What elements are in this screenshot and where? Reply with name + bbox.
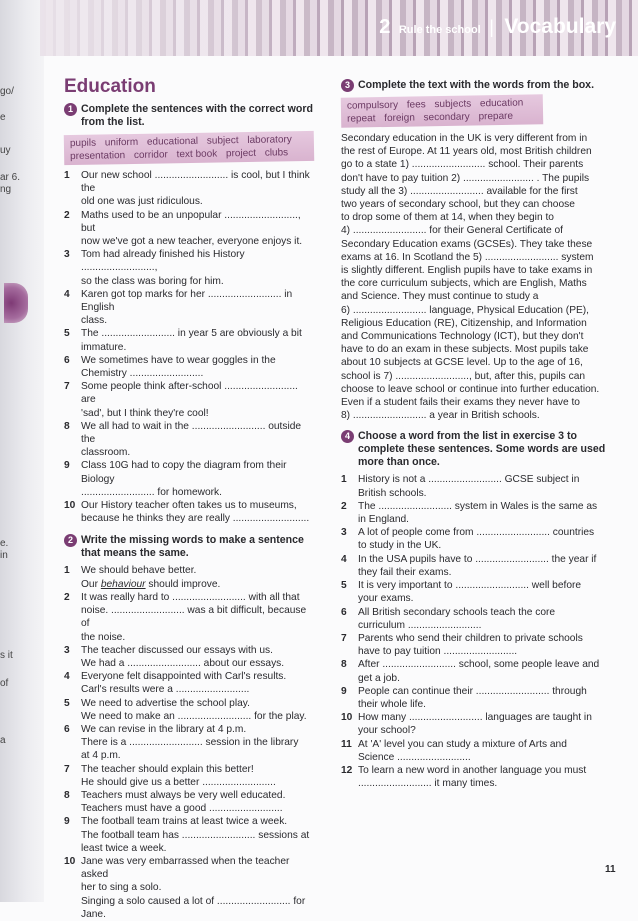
item-text: Tom had already finished his History .........................., <box>81 249 245 274</box>
item-text: The teacher should explain this better! <box>81 763 254 775</box>
exercise-instruction: Complete the sentences with the correct word from the list. <box>81 103 313 128</box>
item-number: 8 <box>341 659 347 671</box>
list-item <box>341 553 613 579</box>
item-number: 4 <box>64 288 70 300</box>
right-column <box>341 76 613 790</box>
item-text: We all had to wait in the .......................... outside the <box>81 420 302 446</box>
item-number: 1 <box>341 474 347 486</box>
list-item <box>64 327 314 353</box>
gutter-text: ar 6. <box>0 172 21 183</box>
word: secondary <box>423 111 470 124</box>
text-line: 4) .......................... for their General Certificate of <box>341 225 563 237</box>
exercise-number-badge: 4 <box>341 430 354 443</box>
item-text: We should behave better. <box>81 565 197 577</box>
item-text: At 'A' level you can study a mixture of Arts and <box>358 738 567 750</box>
item-text: British schools. <box>358 487 427 499</box>
word: fees <box>406 99 426 111</box>
list-item <box>64 420 314 460</box>
list-item <box>341 632 613 658</box>
example-answer: behaviour <box>100 578 146 590</box>
item-text: The .......................... system in Wales is the same as <box>358 500 598 512</box>
word: text book <box>176 148 218 161</box>
item-text: their whole life. <box>358 698 426 710</box>
item-text: now we've got a new teacher, everyone enjoys it. <box>81 236 303 248</box>
text-line: exams at 16. In Scotland the 5) .......................... system <box>341 251 594 263</box>
page-number: 11 <box>605 864 616 875</box>
list-item <box>64 209 314 249</box>
text-line: Religious Education (RE), Citizenship, and Information <box>341 317 587 329</box>
list-item <box>64 591 314 644</box>
text-line: study all the 3) .......................... available for the first <box>341 185 578 197</box>
list-item <box>64 169 314 209</box>
exercise-1-items <box>64 169 314 525</box>
item-number: 4 <box>64 671 70 683</box>
text-line: the core curriculum subjects, which are English, Maths <box>341 278 587 290</box>
item-text: so the class was boring for him. <box>81 275 224 287</box>
item-text: The teacher discussed our essays with us. <box>81 644 273 656</box>
item-text: Maths used to be an unpopular .........................., but <box>81 209 301 234</box>
list-item <box>341 500 613 526</box>
reading-text <box>341 132 613 422</box>
gutter-text: a <box>0 735 6 746</box>
item-text: because he thinks they are really ........................... <box>81 513 310 525</box>
text-line: about 10 subjects at GCSE level. Up to the age of 16, <box>341 357 583 369</box>
word: corridor <box>133 149 168 161</box>
list-item <box>341 711 613 737</box>
item-number: 3 <box>64 249 70 261</box>
word: education <box>479 97 524 110</box>
item-text: her to sing a solo. <box>81 882 162 894</box>
word: compulsory <box>346 99 399 112</box>
exercise-number-badge: 3 <box>341 79 354 92</box>
item-text: The football team trains at least twice a week. <box>81 816 288 828</box>
item-text: All British secondary schools teach the core <box>358 606 556 618</box>
item-text: It was really hard to .......................... with all that <box>81 591 300 603</box>
list-item <box>64 499 314 525</box>
text-line: two years of secondary school, but they can choose <box>341 199 575 211</box>
text-line: Secondary Education exams (GCSEs). They take these <box>341 238 593 250</box>
text-line: don't have to pay tuition 2) ......................... . The pupils <box>341 172 590 184</box>
exercise-1-heading <box>64 103 314 129</box>
item-number: 3 <box>64 644 70 656</box>
item-number: 5 <box>64 328 70 340</box>
list-item <box>64 564 314 590</box>
word: laboratory <box>247 134 292 146</box>
text-line: 6) .......................... language, Physical Education (PE), <box>341 304 590 316</box>
item-number: 12 <box>341 764 353 776</box>
word: clubs <box>264 147 289 159</box>
exercise-4-items <box>341 473 613 790</box>
item-text: The .......................... in year 5 are obviously a bit <box>81 328 302 340</box>
item-text: immature. <box>81 341 127 353</box>
text-line: the rest of Europe. At 11 years old, most British children <box>341 146 592 158</box>
list-item <box>64 855 314 921</box>
item-number: 10 <box>64 855 76 867</box>
gutter-text: of <box>0 678 9 689</box>
list-item <box>341 526 613 552</box>
text-line: choose to leave school or continue into further education. <box>341 383 600 395</box>
item-text: Everyone felt disappointed with Carl's results. <box>81 671 287 683</box>
exercise-2-heading <box>64 534 314 560</box>
text-line: have to do an exam in these subjects. Most pupils take <box>341 344 589 356</box>
item-text: A lot of people come from .......................... countries <box>358 527 595 539</box>
item-text: they fail their exams. <box>358 566 452 578</box>
item-text: To learn a new word in another language you must <box>358 764 587 776</box>
gutter-text: s it <box>0 650 13 661</box>
list-item <box>341 685 613 711</box>
item-number: 8 <box>64 789 70 801</box>
list-item <box>64 815 314 855</box>
list-item <box>64 380 314 420</box>
header-title <box>379 15 616 39</box>
list-item <box>64 697 314 723</box>
list-item <box>64 248 314 288</box>
item-text: People can continue their .......................... through <box>358 685 587 697</box>
text-line: Even if a student fails their exams they never have to <box>341 397 580 409</box>
item-text: Carl's results were a .......................... <box>81 684 250 696</box>
list-item <box>64 670 314 696</box>
exercise-instruction: Complete the text with the words from the box. <box>358 79 595 91</box>
exercise-instruction: Write the missing words to make a sentence that means the same. <box>81 534 304 560</box>
item-text: We need to make an .......................... for the play. <box>81 710 307 722</box>
item-text: in England. <box>358 514 409 526</box>
text-line: 8) .......................... a year in British schools. <box>341 410 540 422</box>
text-line: and Science. They must continue to study a <box>341 291 539 303</box>
item-text: Karen got top marks for her .......................... in English <box>81 288 293 314</box>
section-title: Education <box>64 76 156 97</box>
list-item <box>64 459 314 499</box>
gutter-text: ng <box>0 184 12 195</box>
text-line: school is 7) .........................., but, after this, pupils can <box>341 370 586 382</box>
item-number: 5 <box>64 697 70 709</box>
item-number: 6 <box>341 606 347 618</box>
item-text: We can revise in the library at 4 p.m. <box>81 723 247 735</box>
item-number: 3 <box>341 527 347 539</box>
word: foreign <box>384 112 415 125</box>
item-text: We need to advertise the school play. <box>81 697 250 709</box>
item-text: The football team has .......................... sessions at <box>81 829 310 841</box>
item-number: 5 <box>341 580 347 592</box>
text-line: is slightly different. English pupils have to take exams in <box>341 265 593 277</box>
item-text: the noise. <box>81 631 126 643</box>
item-text: at 4 p.m. <box>81 750 121 762</box>
list-item <box>341 764 613 790</box>
item-text: Singing a solo caused a lot of .......................... for Jane. <box>81 895 306 920</box>
list-item <box>341 658 613 684</box>
exercise-instruction: Choose a word from the list in exercise 3 to complete these sentences. Some words are used more than once. <box>358 430 606 469</box>
item-text: Teachers must have a good .......................... <box>81 803 283 815</box>
item-text: your school? <box>358 725 416 737</box>
word: repeat <box>347 113 376 125</box>
word: uniform <box>104 136 139 149</box>
list-item <box>64 644 314 670</box>
item-number: 7 <box>64 381 70 393</box>
text-line: to drop some of them at 14, when they begin to <box>341 212 554 224</box>
exercise-4-heading <box>341 430 613 469</box>
text-line: go to a state 1) .......................... school. Their parents <box>341 159 584 171</box>
item-text: It is very important to .......................... well before <box>358 580 582 592</box>
page-header <box>40 0 638 56</box>
item-text: We had a .......................... about our essays. <box>81 657 285 669</box>
item-text: curriculum .......................... <box>358 619 482 631</box>
left-column <box>64 76 314 921</box>
item-text: In the USA pupils have to .......................... the year if <box>358 553 597 565</box>
item-number: 6 <box>64 723 70 735</box>
item-number: 9 <box>64 460 70 472</box>
item-text <box>81 578 314 591</box>
exercise-number-badge: 2 <box>64 534 77 547</box>
word: subjects <box>434 98 472 111</box>
unit-name: Rule the school <box>398 24 481 36</box>
gutter-text: e. <box>0 538 9 549</box>
item-number: 1 <box>64 170 70 181</box>
item-text: Chemistry .......................... <box>81 368 204 380</box>
item-text: Science .......................... <box>358 751 471 763</box>
gutter-text: uy <box>0 145 11 156</box>
item-text: Teachers must always be very well educated. <box>81 789 286 801</box>
gutter-text: e <box>0 112 6 123</box>
list-item <box>341 606 613 632</box>
word: presentation <box>70 150 126 163</box>
item-number: 2 <box>64 209 70 221</box>
unit-number: 2 <box>379 16 391 38</box>
item-text: your exams. <box>358 593 414 605</box>
exercise-number-badge: 1 <box>64 103 77 116</box>
item-text: Parents who send their children to private schools <box>358 632 583 644</box>
item-text: old one was just ridiculous. <box>81 196 203 208</box>
item-text: get a job. <box>358 672 400 684</box>
item-text: Our History teacher often takes us to museums, <box>81 500 297 512</box>
list-item <box>341 473 613 499</box>
item-text: classroom. <box>81 447 131 459</box>
gutter-text: in <box>0 550 8 561</box>
item-text: noise. .......................... was a bit difficult, because of <box>81 605 307 630</box>
item-text: Jane was very embarrassed when the teacher asked <box>81 855 290 881</box>
header-fade <box>40 0 340 56</box>
item-text: Some people think after-school .......................... are <box>81 381 298 406</box>
word: prepare <box>478 110 514 123</box>
item-number: 1 <box>64 565 70 577</box>
item-text: Class 10G had to copy the diagram from their Biology <box>81 460 287 485</box>
item-text: He should give us a better .......................... <box>81 776 276 788</box>
item-number: 7 <box>64 763 70 775</box>
item-text: 'sad', but I think they're cool! <box>81 407 209 419</box>
item-number: 10 <box>341 712 353 724</box>
item-text: least twice a week. <box>81 842 167 854</box>
word: project <box>225 147 257 160</box>
item-text: should improve. <box>145 578 221 590</box>
list-item <box>341 738 613 764</box>
list-item <box>341 579 613 605</box>
item-text: How many .......................... languages are taught in <box>358 712 592 724</box>
exercise-2-items <box>64 564 314 920</box>
item-text: .......................... for homework. <box>81 486 222 498</box>
word-box <box>64 131 314 165</box>
item-number: 6 <box>64 354 70 366</box>
item-number: 8 <box>64 420 70 432</box>
item-number: 9 <box>64 816 70 828</box>
header-separator: | <box>489 17 494 37</box>
item-text: After .......................... school, some people leave and <box>358 659 600 671</box>
text-line: Secondary education in the UK is very different from in <box>341 133 588 144</box>
word: pupils <box>69 137 97 150</box>
text-line: and Communications Technology (ICT), but they don't <box>341 331 584 343</box>
decorative-circle <box>4 283 28 323</box>
list-item <box>64 288 314 328</box>
item-number: 4 <box>341 553 347 565</box>
item-number: 9 <box>341 685 347 697</box>
item-number: 2 <box>64 591 70 603</box>
list-item <box>64 723 314 763</box>
item-text: There is a .......................... session in the library <box>81 737 299 749</box>
item-text: We sometimes have to wear goggles in the <box>81 354 276 366</box>
item-number: 7 <box>341 632 347 644</box>
item-text: have to pay tuition .......................... <box>358 646 518 658</box>
item-text: Our new school .......................... is cool, but I think the <box>81 170 310 195</box>
list-item <box>64 354 314 380</box>
item-number: 11 <box>341 738 352 750</box>
item-number: 2 <box>341 500 347 512</box>
section-name: Vocabulary <box>504 15 616 38</box>
item-text: Our <box>81 578 101 590</box>
word: educational <box>146 135 199 148</box>
item-text: class. <box>81 315 108 327</box>
word-box <box>341 94 543 128</box>
list-item <box>64 763 314 789</box>
exercise-3-heading <box>341 79 613 92</box>
gutter-text: go/ <box>0 86 14 97</box>
previous-page-edge <box>0 0 44 902</box>
word: subject <box>206 135 239 147</box>
list-item <box>64 789 314 815</box>
item-text: History is not a .......................... GCSE subject in <box>358 474 580 486</box>
item-text: to study in the UK. <box>358 540 442 552</box>
item-number: 10 <box>64 500 76 512</box>
item-text: .......................... it many times. <box>358 778 498 790</box>
